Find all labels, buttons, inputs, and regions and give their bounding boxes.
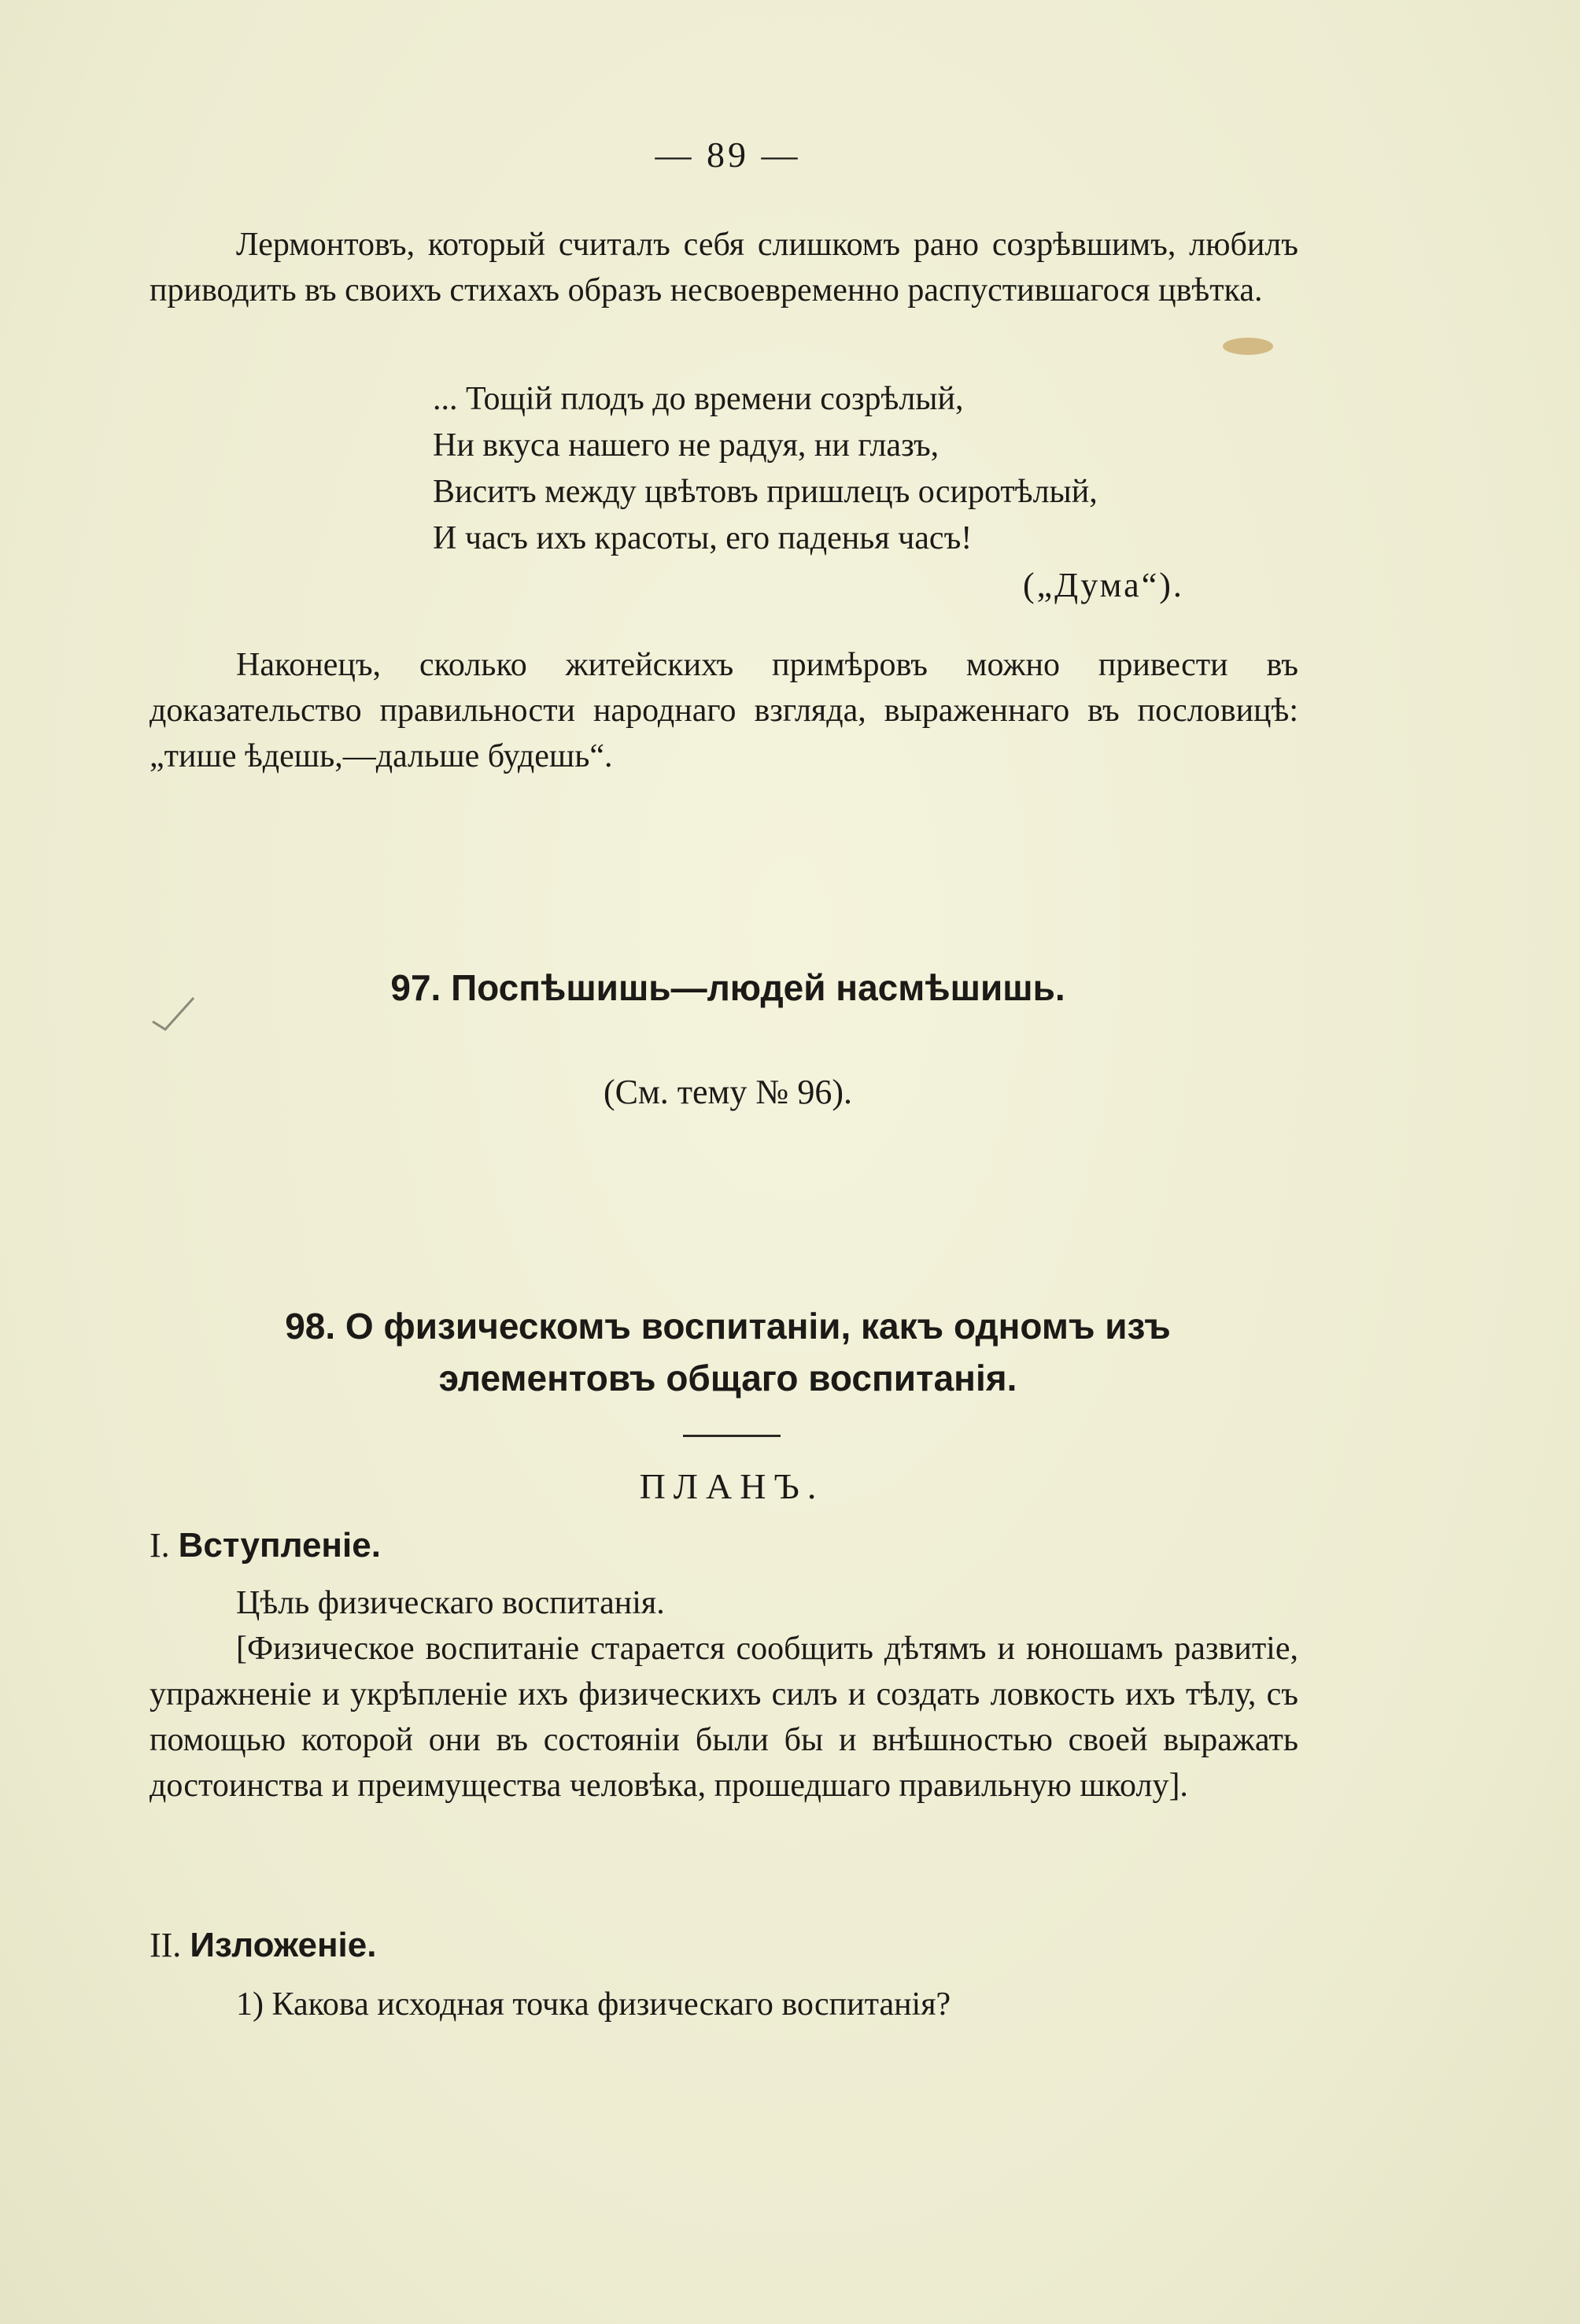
theme-98-title-line2: элементовъ общаго воспитанія. [438, 1358, 1017, 1398]
section-1-label: Вступленіе. [178, 1526, 381, 1565]
page-number: — 89 — [655, 135, 801, 175]
title-divider [683, 1435, 781, 1437]
section-2-numeral: II. [150, 1926, 182, 1964]
theme-97-reference: (См. тему № 96). [603, 1073, 853, 1111]
intro-paragraph-text: Лермонтовъ, который считалъ себя слишкомъ рано созрѣвшимъ, любилъ приводить въ своихъ стихахъ образъ несвоевременно распустившагося цвѣтка. [150, 227, 1298, 309]
section-1-text: [Физическое воспитаніе старается сообщить дѣтямъ и юношамъ развитіе, упражненіе и укрѣпленіе ихъ физическихъ силъ и создать ловкость ихъ тѣлу, съ помощью которой они въ состояніи были бы и внѣшностью своей выражать достоинства и преимущества человѣка, прошедшаго правильную школу]. [150, 1631, 1298, 1804]
theme-97-title: 97. Поспѣшишь—людей насмѣшишь. [390, 967, 1065, 1008]
poem-line: Ни вкуса нашего не радуя, ни глазъ, [433, 427, 940, 464]
section-2-body [150, 1982, 1298, 2027]
intro-paragraph [150, 222, 1298, 313]
section-2-heading [150, 1925, 376, 1965]
poem-source: („Дума“). [1023, 566, 1184, 604]
section-1-heading [150, 1525, 381, 1565]
section-2-item-1: 1) Какова исходная точка физическаго воспитанія? [236, 1986, 951, 2023]
poem-line: ... Тощій плодъ до времени созрѣлый, [433, 381, 964, 417]
section-2-label: Изложеніе. [190, 1926, 377, 1964]
theme-98-title-line1: 98. О физическомъ воспитаніи, какъ одномъ изъ [285, 1306, 1171, 1347]
section-1-numeral: I. [150, 1526, 170, 1565]
section-1-lead: Цѣль физическаго воспитанія. [236, 1585, 665, 1621]
poem [433, 376, 1338, 562]
poem-line: Виситъ между цвѣтовъ пришлецъ осиротѣлый, [433, 474, 1098, 510]
poem-line: И часъ ихъ красоты, его паденья часъ! [433, 520, 973, 556]
closing-paragraph-text: Наконецъ, сколько житейскихъ примѣровъ можно привести въ доказательство правильности народнаго взгляда, выраженнаго въ пословицѣ: „тише ѣдешь,—дальше будешь“. [150, 647, 1298, 774]
theme-98-title [118, 1300, 1338, 1404]
paper-stain [1218, 329, 1278, 360]
section-1-body [150, 1580, 1298, 1809]
plan-label: ПЛАНЪ. [639, 1466, 825, 1506]
closing-paragraph [150, 642, 1298, 779]
